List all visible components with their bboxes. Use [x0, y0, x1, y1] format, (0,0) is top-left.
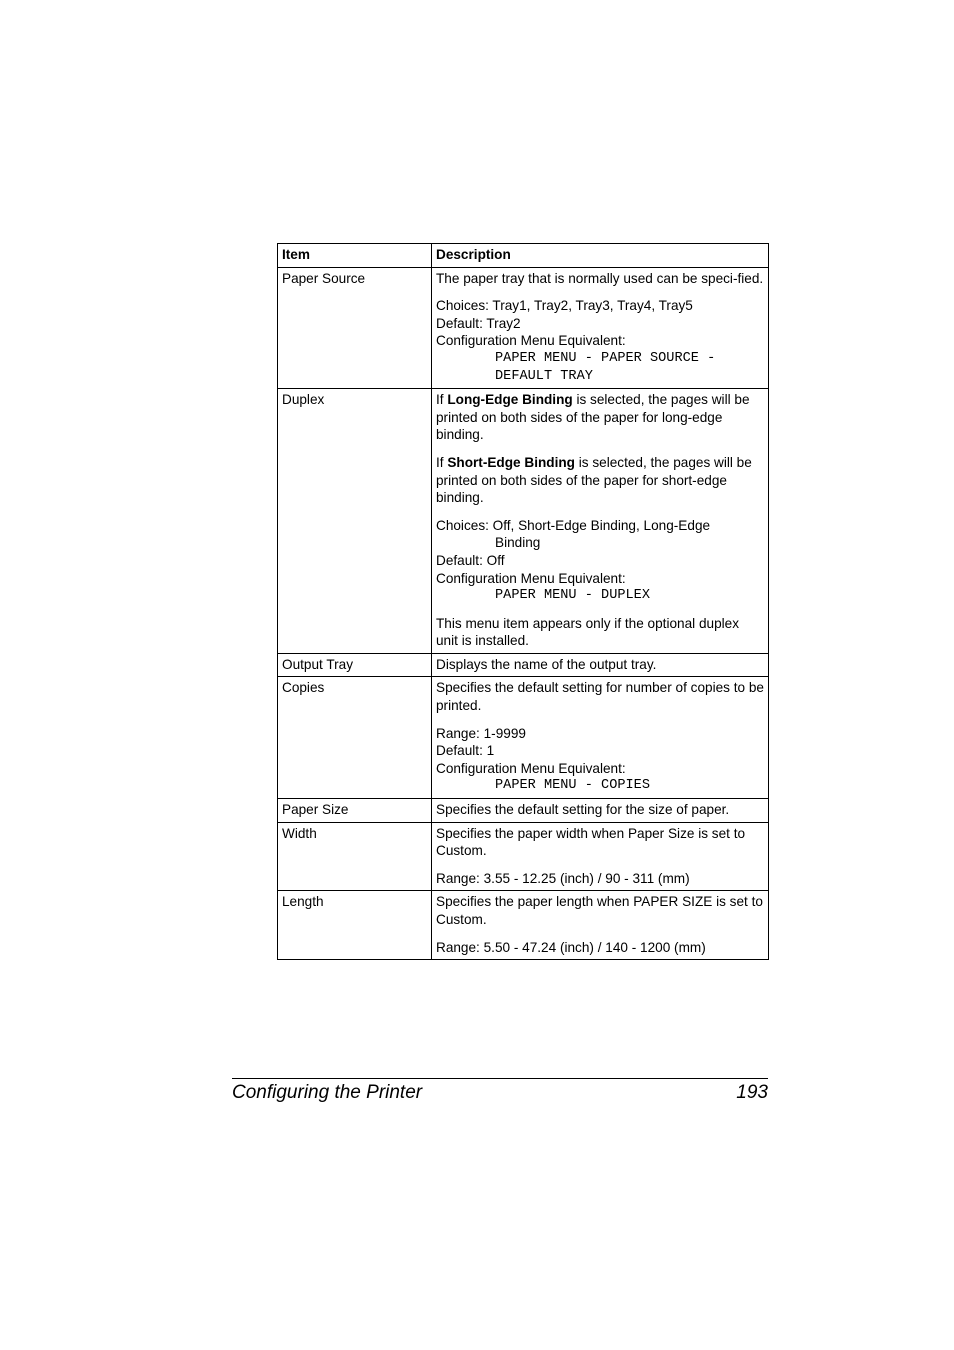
table-row [278, 799, 769, 823]
item-cell: Duplex [278, 389, 432, 654]
bold-term: Short-Edge Binding [447, 454, 575, 470]
table-row [278, 822, 769, 891]
default-text: Default: 1 [436, 743, 495, 759]
table-row [278, 389, 769, 654]
config-path: PAPER MENU - PAPER SOURCE - [495, 350, 716, 366]
config-path: PAPER MENU - DUPLEX [495, 588, 650, 604]
item-cell: Paper Source [278, 267, 432, 389]
text-suffix: is selected, the pages will be printed on both sides of the paper for short-edge binding. [436, 454, 752, 506]
short-edge-text [436, 454, 764, 507]
description-text: Specifies the default setting for number of copies to be printed. [436, 680, 764, 714]
header-description: Description [432, 244, 769, 268]
range-text: Range: 1-9999 [436, 725, 526, 741]
table-row [278, 267, 769, 389]
table-row [278, 891, 769, 960]
description-text: Specifies the default setting for the size of paper. [436, 802, 730, 818]
settings-block [436, 297, 764, 385]
default-text: Default: Off [436, 552, 505, 568]
page-number: 193 [736, 1082, 768, 1103]
description-text: Specifies the paper width when Paper Size is set to Custom. [436, 825, 746, 859]
description-cell [432, 677, 769, 799]
description-text: Specifies the paper length when PAPER SIZE is set to Custom. [436, 894, 763, 927]
default-text: Default: Tray2 [436, 315, 521, 331]
range-text: Range: 3.55 - 12.25 (inch) / 90 - 311 (mm) [436, 870, 690, 886]
footer-chapter-title: Configuring the Printer [232, 1082, 423, 1103]
settings-block [436, 517, 764, 605]
description-text: Displays the name of the output tray. [436, 656, 657, 672]
header-item: Item [278, 244, 432, 268]
table-row [278, 677, 769, 799]
item-cell: Width [278, 822, 432, 891]
config-path: PAPER MENU - COPIES [495, 778, 650, 794]
choices-text: Choices: Off, Short-Edge Binding, Long-Edge [436, 517, 711, 533]
long-edge-text [436, 391, 764, 444]
choices-text-cont: Binding [495, 535, 541, 551]
description-cell [432, 653, 769, 677]
item-cell: Copies [278, 677, 432, 799]
config-label: Configuration Menu Equivalent: [436, 760, 626, 776]
settings-block [436, 725, 764, 795]
description-cell [432, 799, 769, 823]
table-header-row [278, 244, 769, 268]
description-text: The paper tray that is normally used can be speci-fied. [436, 270, 764, 286]
description-cell [432, 389, 769, 654]
table-row [278, 653, 769, 677]
config-path-cont: DEFAULT TRAY [495, 368, 593, 384]
text-suffix: is selected, the pages will be printed on both sides of the paper for long-edge binding. [436, 392, 750, 443]
description-cell [432, 822, 769, 891]
bold-term: Long-Edge Binding [447, 392, 573, 408]
item-cell: Length [278, 891, 432, 960]
footer-divider [232, 1078, 768, 1079]
description-cell [432, 267, 769, 389]
config-label: Configuration Menu Equivalent: [436, 333, 626, 349]
text-prefix: If [436, 454, 448, 470]
item-cell: Output Tray [278, 653, 432, 677]
choices-text: Choices: Tray1, Tray2, Tray3, Tray4, Tray5 [436, 298, 693, 314]
text-prefix: If [436, 392, 448, 408]
item-cell: Paper Size [278, 799, 432, 823]
range-text: Range: 5.50 - 47.24 (inch) / 140 - 1200 (mm) [436, 939, 706, 955]
settings-table [277, 243, 769, 960]
note-text: This menu item appears only if the optional duplex unit is installed. [436, 615, 740, 649]
description-cell [432, 891, 769, 960]
config-label: Configuration Menu Equivalent: [436, 570, 626, 586]
